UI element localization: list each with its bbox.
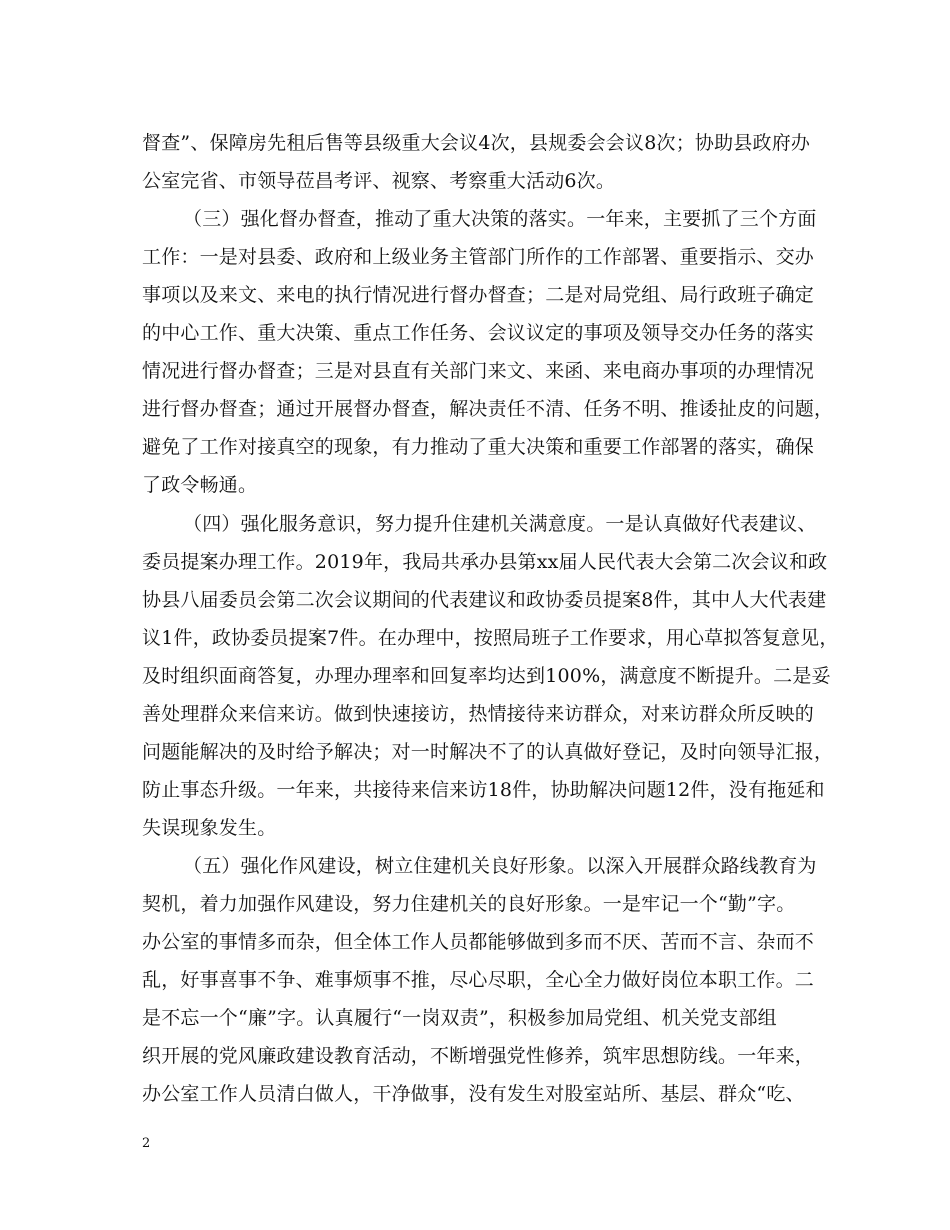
text-line: 防止事态升级。一年来，共接待来信来访18件，协助解决问题12件，没有拖延和 <box>142 779 825 801</box>
paragraph-start-line: （三）强化督办督查，推动了重大决策的落实。一年来，主要抓了三个方面 <box>183 208 817 230</box>
paragraph-start-line: （五）强化作风建设，树立住建机关良好形象。以深入开展群众路线教育为 <box>183 855 817 877</box>
text-line: 善处理群众来信来访。做到快速接访，热情接待来访群众，对来访群众所反映的 <box>142 703 815 725</box>
text-line: 的中心工作、重大决策、重点工作任务、会议议定的事项及领导交办任务的落实 <box>142 322 815 344</box>
text-line: 协县八届委员会第二次会议期间的代表建议和政协委员提案8件，其中人大代表建 <box>142 589 827 611</box>
text-line: 委员提案办理工作。2019年，我局共承办县第xx届人民代表大会第二次会议和政 <box>142 551 828 573</box>
text-line: 工作：一是对县委、政府和上级业务主管部门所作的工作部署、重要指示、交办 <box>142 246 815 268</box>
text-line: 是不忘一个“廉”字。认真履行“一岗双责”，积极参加局党组、机关党支部组 <box>142 1007 777 1029</box>
text-line: 了政令畅通。 <box>142 474 258 496</box>
text-line: 契机，着力加强作风建设，努力住建机关的良好形象。一是牢记一个“勤”字。 <box>142 893 796 915</box>
text-line: 情况进行督办督查；三是对县直有关部门来文、来函、来电商办事项的办理情况 <box>142 360 815 382</box>
paragraph-start-line: （四）强化服务意识，努力提升住建机关满意度。一是认真做好代表建议、 <box>183 513 817 535</box>
text-line: 失误现象发生。 <box>142 817 277 839</box>
text-line: 议1件，政协委员提案7件。在办理中，按照局班子工作要求，用心草拟答复意见， <box>142 627 839 649</box>
text-line: 问题能解决的及时给予解决；对一时解决不了的认真做好登记，及时向领导汇报， <box>142 741 834 763</box>
page-number: 2 <box>142 1136 151 1151</box>
text-line: 办公室工作人员清白做人，干净做事，没有发生对股室站所、基层、群众“吃、 <box>142 1083 805 1105</box>
text-line: 进行督办督查；通过开展督办督查，解决责任不清、任务不明、推诿扯皮的问题， <box>142 398 834 420</box>
text-line: 及时组织面商答复，办理办理率和回复率均达到100%，满意度不断提升。二是妥 <box>142 665 831 687</box>
text-line: 督查”、保障房先租后售等县级重大会议4次，县规委会会议8次；协助县政府办 <box>142 132 811 154</box>
text-line: 避免了工作对接真空的现象，有力推动了重大决策和重要工作部署的落实，确保 <box>142 436 815 458</box>
text-line: 办公室的事情多而杂，但全体工作人员都能够做到多而不厌、苦而不言、杂而不 <box>142 931 815 953</box>
text-line: 公室完省、市领导莅昌考评、视察、考察重大活动6次。 <box>142 170 616 192</box>
text-line: 乱，好事喜事不争、难事烦事不推，尽心尽职，全心全力做好岗位本职工作。二 <box>142 969 815 991</box>
text-line: 织开展的党风廉政建设教育活动，不断增强党性修养，筑牢思想防线。一年来， <box>142 1045 815 1067</box>
text-line: 事项以及来文、来电的执行情况进行督办督查；二是对局党组、局行政班子确定 <box>142 284 815 306</box>
